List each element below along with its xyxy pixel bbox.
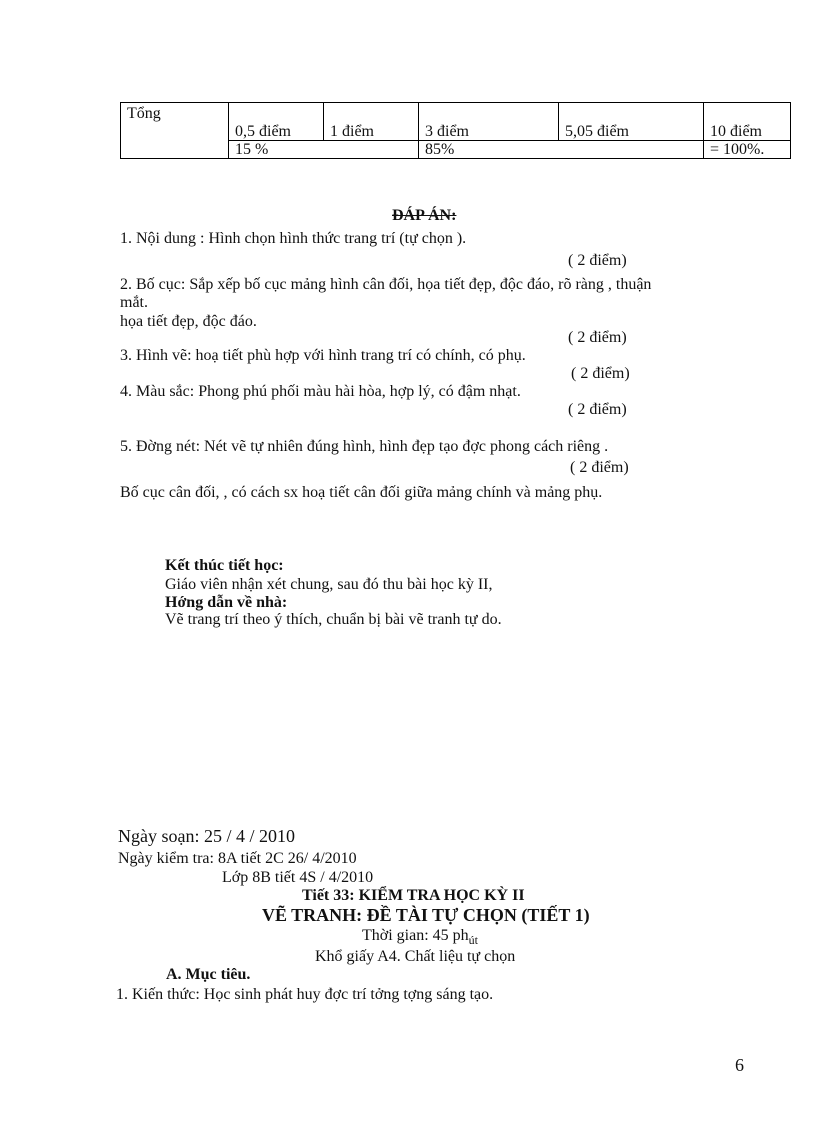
answer-item-score: ( 2 điểm) (571, 365, 630, 382)
answer-item-text: 1. Nội dung : Hình chọn hình thức trang trí (tự chọn ). (120, 230, 467, 247)
exam-date: Ngày kiểm tra: 8A tiết 2C 26/ 4/2010 (118, 850, 357, 867)
section-a-heading: A. Mục tiêu. (166, 966, 251, 983)
time-allowed (362, 927, 478, 945)
time-label: Thời gian: 45 ph (362, 927, 469, 944)
score-cell: 0,5 điểm (229, 103, 324, 141)
period-title-line (302, 887, 525, 905)
total-label-cell: Tổng (121, 103, 229, 159)
paper-spec: Khổ giấy A4. Chất liệu tự chọn (315, 948, 516, 965)
percent-cell: = 100%. (704, 141, 791, 159)
percent-cell: 85% (419, 141, 704, 159)
period-label: Tiết 33: (302, 887, 355, 904)
time-suffix: út (468, 933, 479, 947)
table-row (121, 103, 791, 141)
end-lesson-text: Giáo viên nhận xét chung, sau đó thu bài học kỳ II, (165, 576, 493, 593)
class-line: Lớp 8B tiết 4S / 4/2010 (222, 869, 374, 886)
objective-1: 1. Kiến thức: Học sinh phát huy đợc trí tởng tợng sáng tạo. (116, 986, 494, 1003)
answer-item-score: ( 2 điểm) (568, 401, 627, 418)
score-cell: 10 điểm (704, 103, 791, 141)
score-cell: 5,05 điểm (559, 103, 704, 141)
page-number: 6 (735, 1055, 744, 1075)
answer-note: Bố cục cân đối, , có cách sx hoạ tiết cân đối giữa mảng chính và mảng phụ. (120, 484, 603, 501)
answer-item-text: 5. Đờng nét: Nét vẽ tự nhiên đúng hình, hình đẹp tạo đợc phong cách riêng . (120, 438, 609, 455)
period-title: KIỂM TRA HỌC KỲ II (358, 887, 525, 904)
score-cell: 1 điểm (324, 103, 419, 141)
answer-item-text-cont: họa tiết đẹp, độc đáo. (120, 313, 257, 330)
answer-item-text: 4. Màu sắc: Phong phú phối màu hài hòa, hợp lý, có đậm nhạt. (120, 383, 521, 400)
answer-item-score: ( 2 điểm) (568, 329, 627, 346)
answer-item-score: ( 2 điểm) (568, 252, 627, 269)
answer-item-text: 2. Bố cục: Sắp xếp bố cục mảng hình cân đối, họa tiết đẹp, độc đáo, rõ ràng , thuận (120, 276, 652, 293)
end-lesson-heading: Kết thúc tiết học: (165, 557, 284, 574)
percent-cell: 15 % (229, 141, 419, 159)
lesson-subtitle: VẼ TRANH: ĐỀ TÀI TỰ CHỌN (TIẾT 1) (262, 905, 590, 925)
score-cell: 3 điểm (419, 103, 559, 141)
homework-heading: Hớng dẫn về nhà: (165, 594, 288, 611)
answer-item-score: ( 2 điểm) (570, 459, 629, 476)
score-summary-table (120, 102, 791, 159)
answer-key-heading: ĐÁP ÁN: (392, 207, 457, 224)
homework-text: Vẽ trang trí theo ý thích, chuẩn bị bài vẽ tranh tự do. (165, 611, 502, 628)
prep-date: Ngày soạn: 25 / 4 / 2010 (118, 826, 295, 846)
answer-item-text-cont: mắt. (120, 294, 148, 311)
answer-item-text: 3. Hình vẽ: hoạ tiết phù hợp với hình trang trí có chính, có phụ. (120, 347, 526, 364)
